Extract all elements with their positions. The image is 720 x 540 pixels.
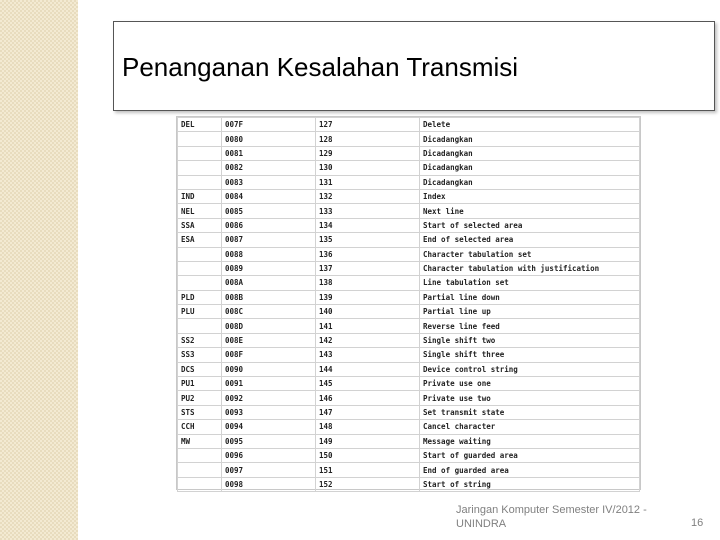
decimal-cell: 139: [316, 290, 420, 304]
hex-cell: 0095: [222, 434, 316, 448]
table-row: [178, 218, 640, 232]
table-row: [178, 290, 640, 304]
abbr-cell: [178, 146, 222, 160]
table-row: [178, 175, 640, 189]
table-row: [178, 305, 640, 319]
decimal-cell: 132: [316, 189, 420, 203]
decimal-cell: 128: [316, 132, 420, 146]
hex-cell: 0097: [222, 463, 316, 477]
hex-cell: 008A: [222, 276, 316, 290]
decimal-cell: 146: [316, 391, 420, 405]
control-code-table: [176, 116, 641, 490]
description-cell: Dicadangkan: [420, 175, 640, 189]
hex-cell: 0082: [222, 161, 316, 175]
abbr-cell: ESA: [178, 233, 222, 247]
footer-line-2: UNINDRA: [456, 518, 507, 530]
abbr-cell: [178, 319, 222, 333]
hex-cell: 008C: [222, 305, 316, 319]
abbr-cell: [178, 175, 222, 189]
description-cell: Start of string: [420, 477, 640, 491]
abbr-cell: PLD: [178, 290, 222, 304]
decimal-cell: 135: [316, 233, 420, 247]
hex-cell: 0094: [222, 420, 316, 434]
description-cell: Single shift two: [420, 333, 640, 347]
abbr-cell: IND: [178, 189, 222, 203]
decimal-cell: 134: [316, 218, 420, 232]
hex-cell: 008F: [222, 348, 316, 362]
table-body: [178, 118, 640, 492]
decimal-cell: 137: [316, 261, 420, 275]
description-cell: Delete: [420, 118, 640, 132]
abbr-cell: SSA: [178, 218, 222, 232]
abbr-cell: [178, 477, 222, 491]
table-row: [178, 448, 640, 462]
abbr-cell: SS2: [178, 333, 222, 347]
decimal-cell: 149: [316, 434, 420, 448]
abbr-cell: PU2: [178, 391, 222, 405]
decimal-cell: 133: [316, 204, 420, 218]
decimal-cell: 130: [316, 161, 420, 175]
page-number: 16: [691, 517, 704, 529]
decimal-cell: 144: [316, 362, 420, 376]
abbr-cell: [178, 261, 222, 275]
decorative-side-strip: [0, 0, 78, 540]
hex-cell: 007F: [222, 118, 316, 132]
description-cell: Partial line up: [420, 305, 640, 319]
hex-cell: 008E: [222, 333, 316, 347]
table-row: [178, 189, 640, 203]
hex-cell: 0087: [222, 233, 316, 247]
table-row: [178, 276, 640, 290]
description-cell: Dicadangkan: [420, 146, 640, 160]
description-cell: Start of guarded area: [420, 448, 640, 462]
table-row: [178, 477, 640, 491]
description-cell: Character tabulation with justification: [420, 261, 640, 275]
table-row: [178, 118, 640, 132]
table-row: [178, 362, 640, 376]
abbr-cell: DEL: [178, 118, 222, 132]
abbr-cell: [178, 448, 222, 462]
abbr-cell: PLU: [178, 305, 222, 319]
hex-cell: 0085: [222, 204, 316, 218]
table-row: [178, 319, 640, 333]
description-cell: Reverse line feed: [420, 319, 640, 333]
abbr-cell: MW: [178, 434, 222, 448]
abbr-cell: [178, 463, 222, 477]
decimal-cell: 142: [316, 333, 420, 347]
hex-cell: 0096: [222, 448, 316, 462]
description-cell: End of selected area: [420, 233, 640, 247]
decimal-cell: 148: [316, 420, 420, 434]
abbr-cell: [178, 276, 222, 290]
table-row: [178, 420, 640, 434]
description-cell: Dicadangkan: [420, 132, 640, 146]
table-row: [178, 333, 640, 347]
description-cell: Partial line down: [420, 290, 640, 304]
title-box: [113, 21, 715, 111]
table-row: [178, 161, 640, 175]
abbr-cell: DCS: [178, 362, 222, 376]
hex-cell: 0086: [222, 218, 316, 232]
description-cell: Set transmit state: [420, 405, 640, 419]
hex-cell: 0090: [222, 362, 316, 376]
table-row: [178, 261, 640, 275]
decimal-cell: 141: [316, 319, 420, 333]
hex-cell: 0088: [222, 247, 316, 261]
abbr-cell: [178, 132, 222, 146]
hex-cell: 0084: [222, 189, 316, 203]
hex-cell: 0089: [222, 261, 316, 275]
description-cell: Line tabulation set: [420, 276, 640, 290]
decimal-cell: 129: [316, 146, 420, 160]
description-cell: Start of selected area: [420, 218, 640, 232]
hex-cell: 0083: [222, 175, 316, 189]
description-cell: Dicadangkan: [420, 161, 640, 175]
hex-cell: 0098: [222, 477, 316, 491]
table-row: [178, 348, 640, 362]
decimal-cell: 127: [316, 118, 420, 132]
description-cell: Private use two: [420, 391, 640, 405]
decimal-cell: 147: [316, 405, 420, 419]
table-row: [178, 391, 640, 405]
table-row: [178, 405, 640, 419]
table-row: [178, 204, 640, 218]
description-cell: Next line: [420, 204, 640, 218]
decimal-cell: 131: [316, 175, 420, 189]
hex-cell: 0081: [222, 146, 316, 160]
hex-cell: 0092: [222, 391, 316, 405]
hex-cell: 0080: [222, 132, 316, 146]
description-cell: Single shift three: [420, 348, 640, 362]
abbr-cell: PU1: [178, 377, 222, 391]
description-cell: Index: [420, 189, 640, 203]
hex-cell: 0093: [222, 405, 316, 419]
table-row: [178, 132, 640, 146]
table-row: [178, 434, 640, 448]
abbr-cell: NEL: [178, 204, 222, 218]
table-row: [178, 146, 640, 160]
table-row: [178, 463, 640, 477]
description-cell: End of guarded area: [420, 463, 640, 477]
hex-cell: 008D: [222, 319, 316, 333]
description-cell: Cancel character: [420, 420, 640, 434]
table-row: [178, 377, 640, 391]
decimal-cell: 145: [316, 377, 420, 391]
abbr-cell: STS: [178, 405, 222, 419]
hex-cell: 0091: [222, 377, 316, 391]
footer-line-1: Jaringan Komputer Semester IV/2012 -: [456, 504, 647, 516]
decimal-cell: 136: [316, 247, 420, 261]
abbr-cell: CCH: [178, 420, 222, 434]
abbr-cell: [178, 247, 222, 261]
abbr-cell: [178, 161, 222, 175]
decimal-cell: 138: [316, 276, 420, 290]
decimal-cell: 151: [316, 463, 420, 477]
page-title: Penanganan Kesalahan Transmisi: [122, 52, 519, 82]
control-code-table-grid: [177, 117, 640, 492]
hex-cell: 008B: [222, 290, 316, 304]
table-row: [178, 233, 640, 247]
decimal-cell: 152: [316, 477, 420, 491]
footer-text: [456, 503, 647, 531]
decimal-cell: 143: [316, 348, 420, 362]
description-cell: Message waiting: [420, 434, 640, 448]
table-row: [178, 247, 640, 261]
abbr-cell: SS3: [178, 348, 222, 362]
description-cell: Character tabulation set: [420, 247, 640, 261]
description-cell: Private use one: [420, 377, 640, 391]
description-cell: Device control string: [420, 362, 640, 376]
decimal-cell: 150: [316, 448, 420, 462]
decimal-cell: 140: [316, 305, 420, 319]
